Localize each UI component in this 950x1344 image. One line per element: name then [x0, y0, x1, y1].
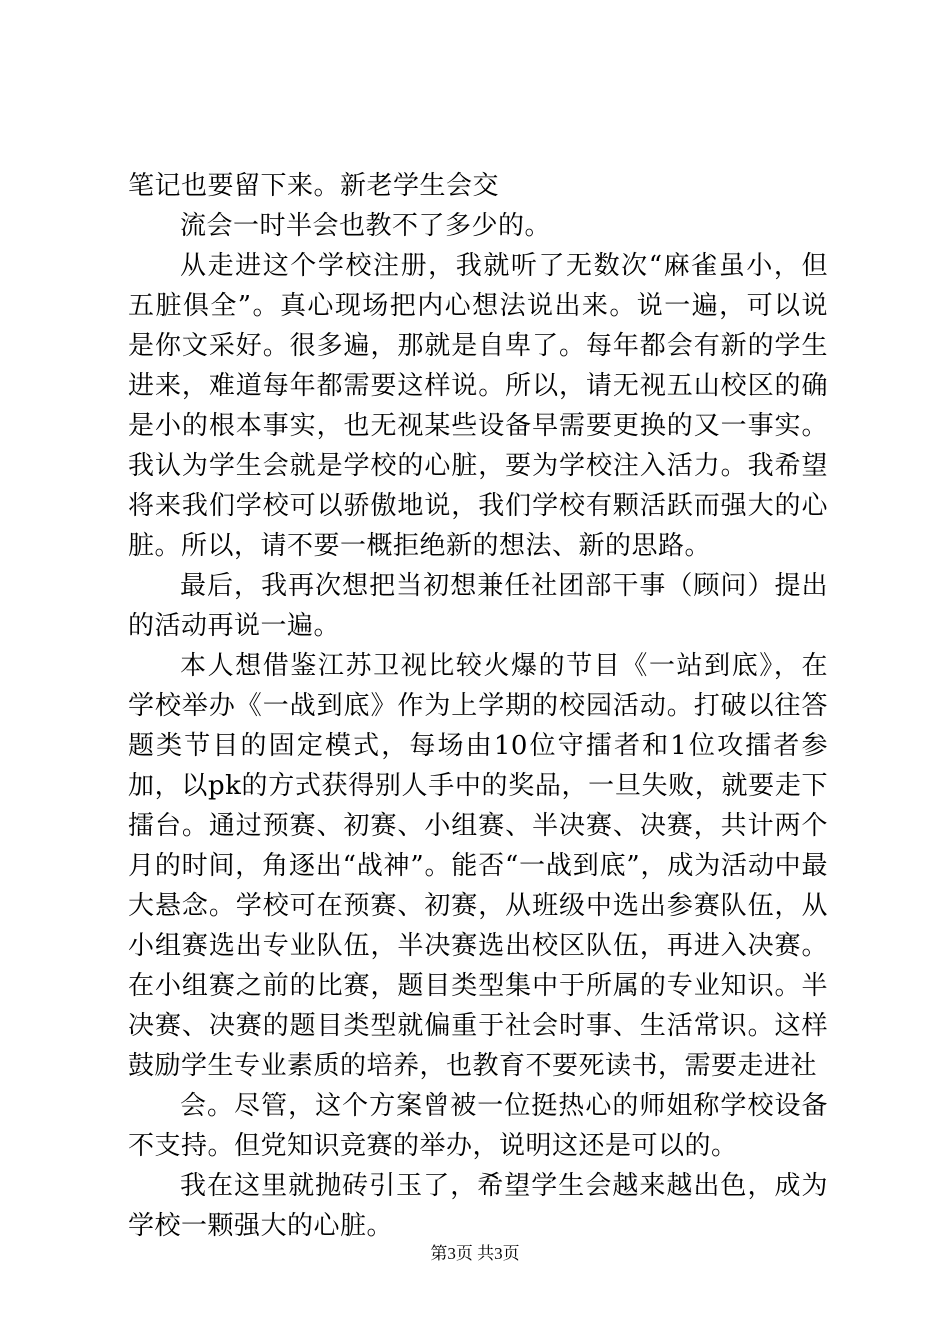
paragraph-2: 流会一时半会也教不了多少的。	[180, 211, 552, 241]
paragraph-4: 最后，我再次想把当初想兼任社团部干事（顾问）提出的活动再说一遍。	[128, 571, 828, 641]
paragraph-7: 我在这里就抛砖引玉了，希望学生会越来越出色，成为学校一颗强大的心脏。	[128, 1171, 828, 1241]
paragraph-5: 本人想借鉴江苏卫视比较火爆的节目《一站到底》，在学校举办《一战到底》作为上学期的校园活动。打破以往答题类节目的固定模式，每场由10位守擂者和1位攻擂者参加，以pk的方式获得别人手中的奖品，一旦失败，就要走下擂台。通过预赛、初赛、小组赛、半决赛、决赛，共计两个月的时间，角逐出“战神”。能否“一战到底”，成为活动中最大悬念。学校可在预赛、初赛，从班级中选出参赛队伍，从小组赛选出专业队伍，半决赛选出校区队伍，再进入决赛。在小组赛之前的比赛，题目类型集中于所属的专业知识。半决赛、决赛的题目类型就偏重于社会时事、生活常识。这样鼓励学生专业素质的培养，也教育不要死读书，需要走进社	[128, 651, 828, 1081]
paragraph-1: 笔记也要留下来。新老学生会交	[128, 171, 500, 201]
paragraph-3: 从走进这个学校注册，我就听了无数次“麻雀虽小，但五脏俱全”。真心现场把内心想法说出来。说一遍，可以说是你文采好。很多遍，那就是自卑了。每年都会有新的学生进来，难道每年都需要这样说。所以，请无视五山校区的确是小的根本事实，也无视某些设备早需要更换的又一事实。我认为学生会就是学校的心脏，要为学校注入活力。我希望将来我们学校可以骄傲地说，我们学校有颗活跃而强大的心脏。所以，请不要一概拒绝新的想法、新的思路。	[128, 251, 828, 561]
document-body	[128, 166, 828, 1246]
page-footer: 第3页 共3页	[430, 1244, 520, 1263]
paragraph-6: 会。尽管，这个方案曾被一位挺热心的师姐称学校设备不支持。但党知识竞赛的举办，说明这还是可以的。	[128, 1091, 828, 1161]
